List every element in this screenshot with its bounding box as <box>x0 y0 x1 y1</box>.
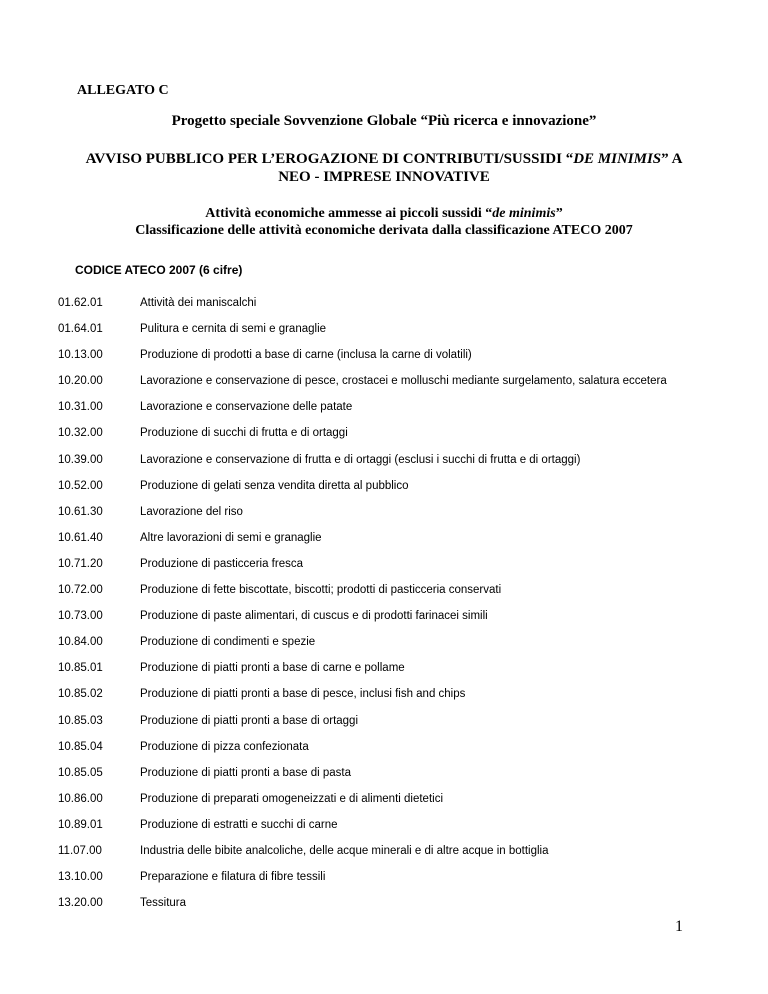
ateco-code: 10.84.00 <box>58 636 103 649</box>
ateco-description: Preparazione e filatura di fibre tessili <box>140 871 326 884</box>
ateco-code: 10.32.00 <box>58 427 103 440</box>
ateco-description: Produzione di succhi di frutta e di ortaggi <box>140 427 348 440</box>
ateco-description: Produzione di piatti pronti a base di carne e pollame <box>140 662 405 675</box>
ateco-row <box>58 793 758 819</box>
ateco-description: Lavorazione del riso <box>140 505 243 518</box>
ateco-row <box>58 506 758 532</box>
notice-title-start: AVVISO PUBBLICO PER L’EROGAZIONE DI CONTRIBUTI/SUSSIDI “ <box>85 151 574 167</box>
notice-title-italic: DE MINIMIS <box>573 151 662 167</box>
ateco-code: 10.31.00 <box>58 401 103 414</box>
ateco-row <box>58 819 758 845</box>
activities-heading <box>0 206 768 222</box>
ateco-description: Produzione di gelati senza vendita diretta al pubblico <box>140 479 409 492</box>
ateco-code: 10.39.00 <box>58 453 103 466</box>
ateco-code: 10.85.04 <box>58 740 103 753</box>
ateco-description: Lavorazione e conservazione di pesce, crostacei e molluschi mediante surgelamento, salatura eccetera <box>140 375 667 388</box>
ateco-description: Attività dei maniscalchi <box>140 297 257 309</box>
ateco-description: Tessitura <box>140 897 187 910</box>
ateco-code: 10.85.05 <box>58 766 103 779</box>
ateco-row <box>58 871 758 897</box>
ateco-code: 01.64.01 <box>58 323 103 336</box>
ateco-code: 10.72.00 <box>58 584 103 597</box>
ateco-row <box>58 897 758 923</box>
ateco-code: 13.10.00 <box>58 871 103 884</box>
notice-title-end: ” A <box>661 151 683 167</box>
ateco-description: Produzione di condimenti e spezie <box>140 636 316 649</box>
ateco-code: 10.61.40 <box>58 531 103 544</box>
ateco-code: 10.13.00 <box>58 349 103 362</box>
ateco-code: 01.62.01 <box>58 297 103 309</box>
notice-title-line-2: NEO - IMPRESE INNOVATIVE <box>278 169 490 185</box>
ateco-row <box>58 401 758 427</box>
ateco-row <box>58 845 758 871</box>
ateco-description: Produzione di pasticceria fresca <box>140 557 303 570</box>
activities-heading-italic: de minimis <box>492 206 556 221</box>
ateco-code: 10.85.03 <box>58 714 103 727</box>
ateco-row <box>58 427 758 453</box>
ateco-code: 10.85.01 <box>58 662 103 675</box>
ateco-description: Lavorazione e conservazione delle patate <box>140 401 353 414</box>
activities-heading-end: ” <box>555 206 563 221</box>
ateco-description: Lavorazione e conservazione di frutta e di ortaggi (esclusi i succhi di frutta e di ortaggi) <box>140 453 581 466</box>
ateco-row <box>58 558 758 584</box>
ateco-row <box>58 584 758 610</box>
ateco-code-heading: CODICE ATECO 2007 (6 cifre) <box>75 263 243 277</box>
ateco-description: Industria delle bibite analcoliche, delle acque minerali e di altre acque in bottiglia <box>140 844 549 857</box>
ateco-description: Pulitura e cernita di semi e granaglie <box>140 323 327 336</box>
ateco-row <box>58 375 758 401</box>
ateco-row <box>58 662 758 688</box>
ateco-description: Produzione di estratti e succhi di carne <box>140 818 338 831</box>
ateco-row <box>58 297 758 323</box>
ateco-code-list <box>58 297 758 923</box>
ateco-description: Produzione di preparati omogeneizzati e di alimenti dietetici <box>140 792 444 805</box>
ateco-row <box>58 610 758 636</box>
ateco-description: Produzione di fette biscottate, biscotti; prodotti di pasticceria conservati <box>140 584 502 597</box>
ateco-row <box>58 454 758 480</box>
ateco-code: 13.20.00 <box>58 897 103 910</box>
ateco-row <box>58 741 758 767</box>
ateco-row <box>58 349 758 375</box>
ateco-code: 10.52.00 <box>58 479 103 492</box>
ateco-row <box>58 480 758 506</box>
page-number: 1 <box>675 918 683 935</box>
ateco-description: Produzione di piatti pronti a base di pasta <box>140 766 351 779</box>
ateco-row <box>58 532 758 558</box>
ateco-description: Altre lavorazioni di semi e granaglie <box>140 531 322 544</box>
ateco-code: 10.73.00 <box>58 610 103 623</box>
annex-label: ALLEGATO C <box>77 83 169 98</box>
ateco-code: 11.07.00 <box>58 844 102 857</box>
ateco-description: Produzione di paste alimentari, di cuscus e di prodotti farinacei simili <box>140 610 488 623</box>
notice-title-line-1 <box>0 151 768 168</box>
ateco-row <box>58 688 758 714</box>
ateco-row <box>58 323 758 349</box>
ateco-code: 10.89.01 <box>58 818 103 831</box>
ateco-row <box>58 636 758 662</box>
project-title: Progetto speciale Sovvenzione Globale “Più ricerca e innovazione” <box>171 113 597 129</box>
ateco-code: 10.20.00 <box>58 375 103 388</box>
ateco-code: 10.61.30 <box>58 505 103 518</box>
ateco-description: Produzione di pizza confezionata <box>140 740 309 753</box>
activities-heading-start: Attività economiche ammesse ai piccoli sussidi “ <box>205 206 493 221</box>
ateco-code: 10.85.02 <box>58 688 103 701</box>
ateco-description: Produzione di piatti pronti a base di ortaggi <box>140 714 359 727</box>
classification-heading: Classificazione delle attività economiche derivata dalla classificazione ATECO 2007 <box>135 223 633 238</box>
ateco-code: 10.86.00 <box>58 792 103 805</box>
ateco-code: 10.71.20 <box>58 557 103 570</box>
ateco-row <box>58 767 758 793</box>
ateco-row <box>58 715 758 741</box>
ateco-description: Produzione di piatti pronti a base di pesce, inclusi fish and chips <box>140 688 466 701</box>
ateco-description: Produzione di prodotti a base di carne (inclusa la carne di volatili) <box>140 349 472 362</box>
